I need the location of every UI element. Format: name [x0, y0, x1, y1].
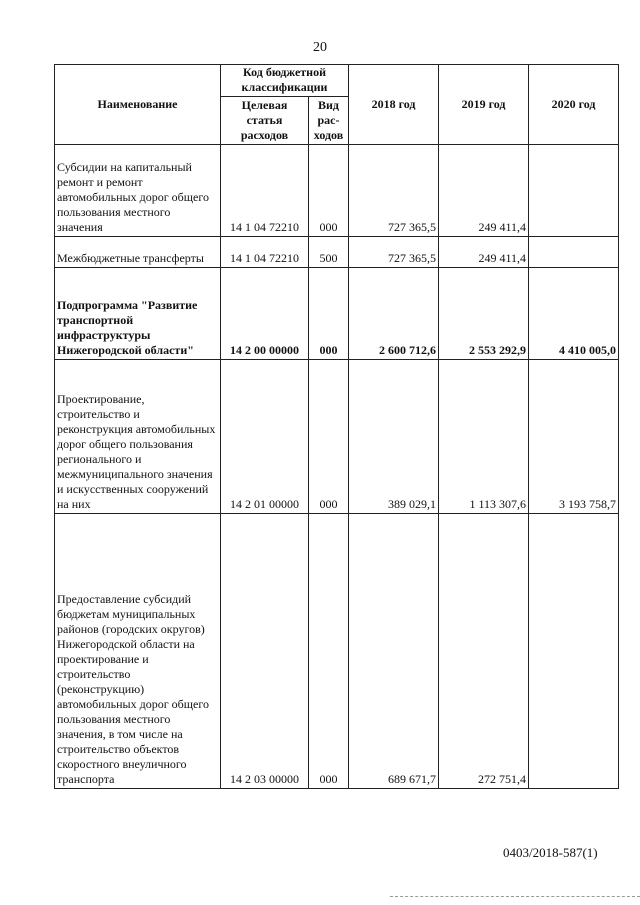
- row-name: Подпрограмма "Развитие транспортной инфраструктуры Нижегородской области": [55, 268, 221, 360]
- page-number: 20: [313, 40, 327, 55]
- table-row: [55, 145, 619, 237]
- table-row-subprogram: [55, 268, 619, 360]
- row-2018: 689 671,7: [349, 514, 439, 789]
- row-2019: 2 553 292,9: [439, 268, 529, 360]
- header-2018: 2018 год: [349, 65, 439, 145]
- row-type: 000: [309, 145, 349, 237]
- row-type: 000: [309, 360, 349, 514]
- row-name: Межбюджетные трансферты: [55, 237, 221, 268]
- table-row: [55, 514, 619, 789]
- row-2018: 389 029,1: [349, 360, 439, 514]
- header-classification: Код бюджетной классификации: [221, 65, 349, 97]
- row-2019: 249 411,4: [439, 145, 529, 237]
- row-2018: 727 365,5: [349, 237, 439, 268]
- row-type: 500: [309, 237, 349, 268]
- header-target-article: Целевая статья расходов: [221, 97, 309, 145]
- row-code: 14 1 04 72210: [221, 237, 309, 268]
- row-2020: 4 410 005,0: [529, 268, 619, 360]
- document-code: 0403/2018-587(1): [503, 845, 598, 860]
- row-code: 14 1 04 72210: [221, 145, 309, 237]
- header-2020: 2020 год: [529, 65, 619, 145]
- budget-table: [54, 64, 619, 789]
- row-2018: 727 365,5: [349, 145, 439, 237]
- header-name: Наименование: [55, 65, 221, 145]
- row-code: 14 2 03 00000: [221, 514, 309, 789]
- row-2020: 3 193 758,7: [529, 360, 619, 514]
- row-2019: 272 751,4: [439, 514, 529, 789]
- row-2020: [529, 514, 619, 789]
- row-code: 14 2 01 00000: [221, 360, 309, 514]
- header-2019: 2019 год: [439, 65, 529, 145]
- row-name: Субсидии на капитальный ремонт и ремонт автомобильных дорог общего пользования местного значения: [55, 145, 221, 237]
- row-2020: [529, 237, 619, 268]
- row-code: 14 2 00 00000: [221, 268, 309, 360]
- table-row: [55, 360, 619, 514]
- row-name: Предоставление субсидий бюджетам муниципальных районов (городских округов) Нижегородской области на проектирование и строительство (реконструкцию) автомобильных дорог общего пользования местного значения, в том числе на строительство объектов скоростного внеуличного транспорта: [55, 514, 221, 789]
- bottom-divider: [390, 896, 640, 897]
- row-2018: 2 600 712,6: [349, 268, 439, 360]
- row-2020: [529, 145, 619, 237]
- row-2019: 1 113 307,6: [439, 360, 529, 514]
- row-name: Проектирование, строительство и реконструкция автомобильных дорог общего пользования регионального и межмуниципального значения и искусственных сооружений на них: [55, 360, 221, 514]
- table-row: [55, 237, 619, 268]
- row-2019: 249 411,4: [439, 237, 529, 268]
- row-type: 000: [309, 268, 349, 360]
- header-expense-type: Вид рас-ходов: [309, 97, 349, 145]
- row-type: 000: [309, 514, 349, 789]
